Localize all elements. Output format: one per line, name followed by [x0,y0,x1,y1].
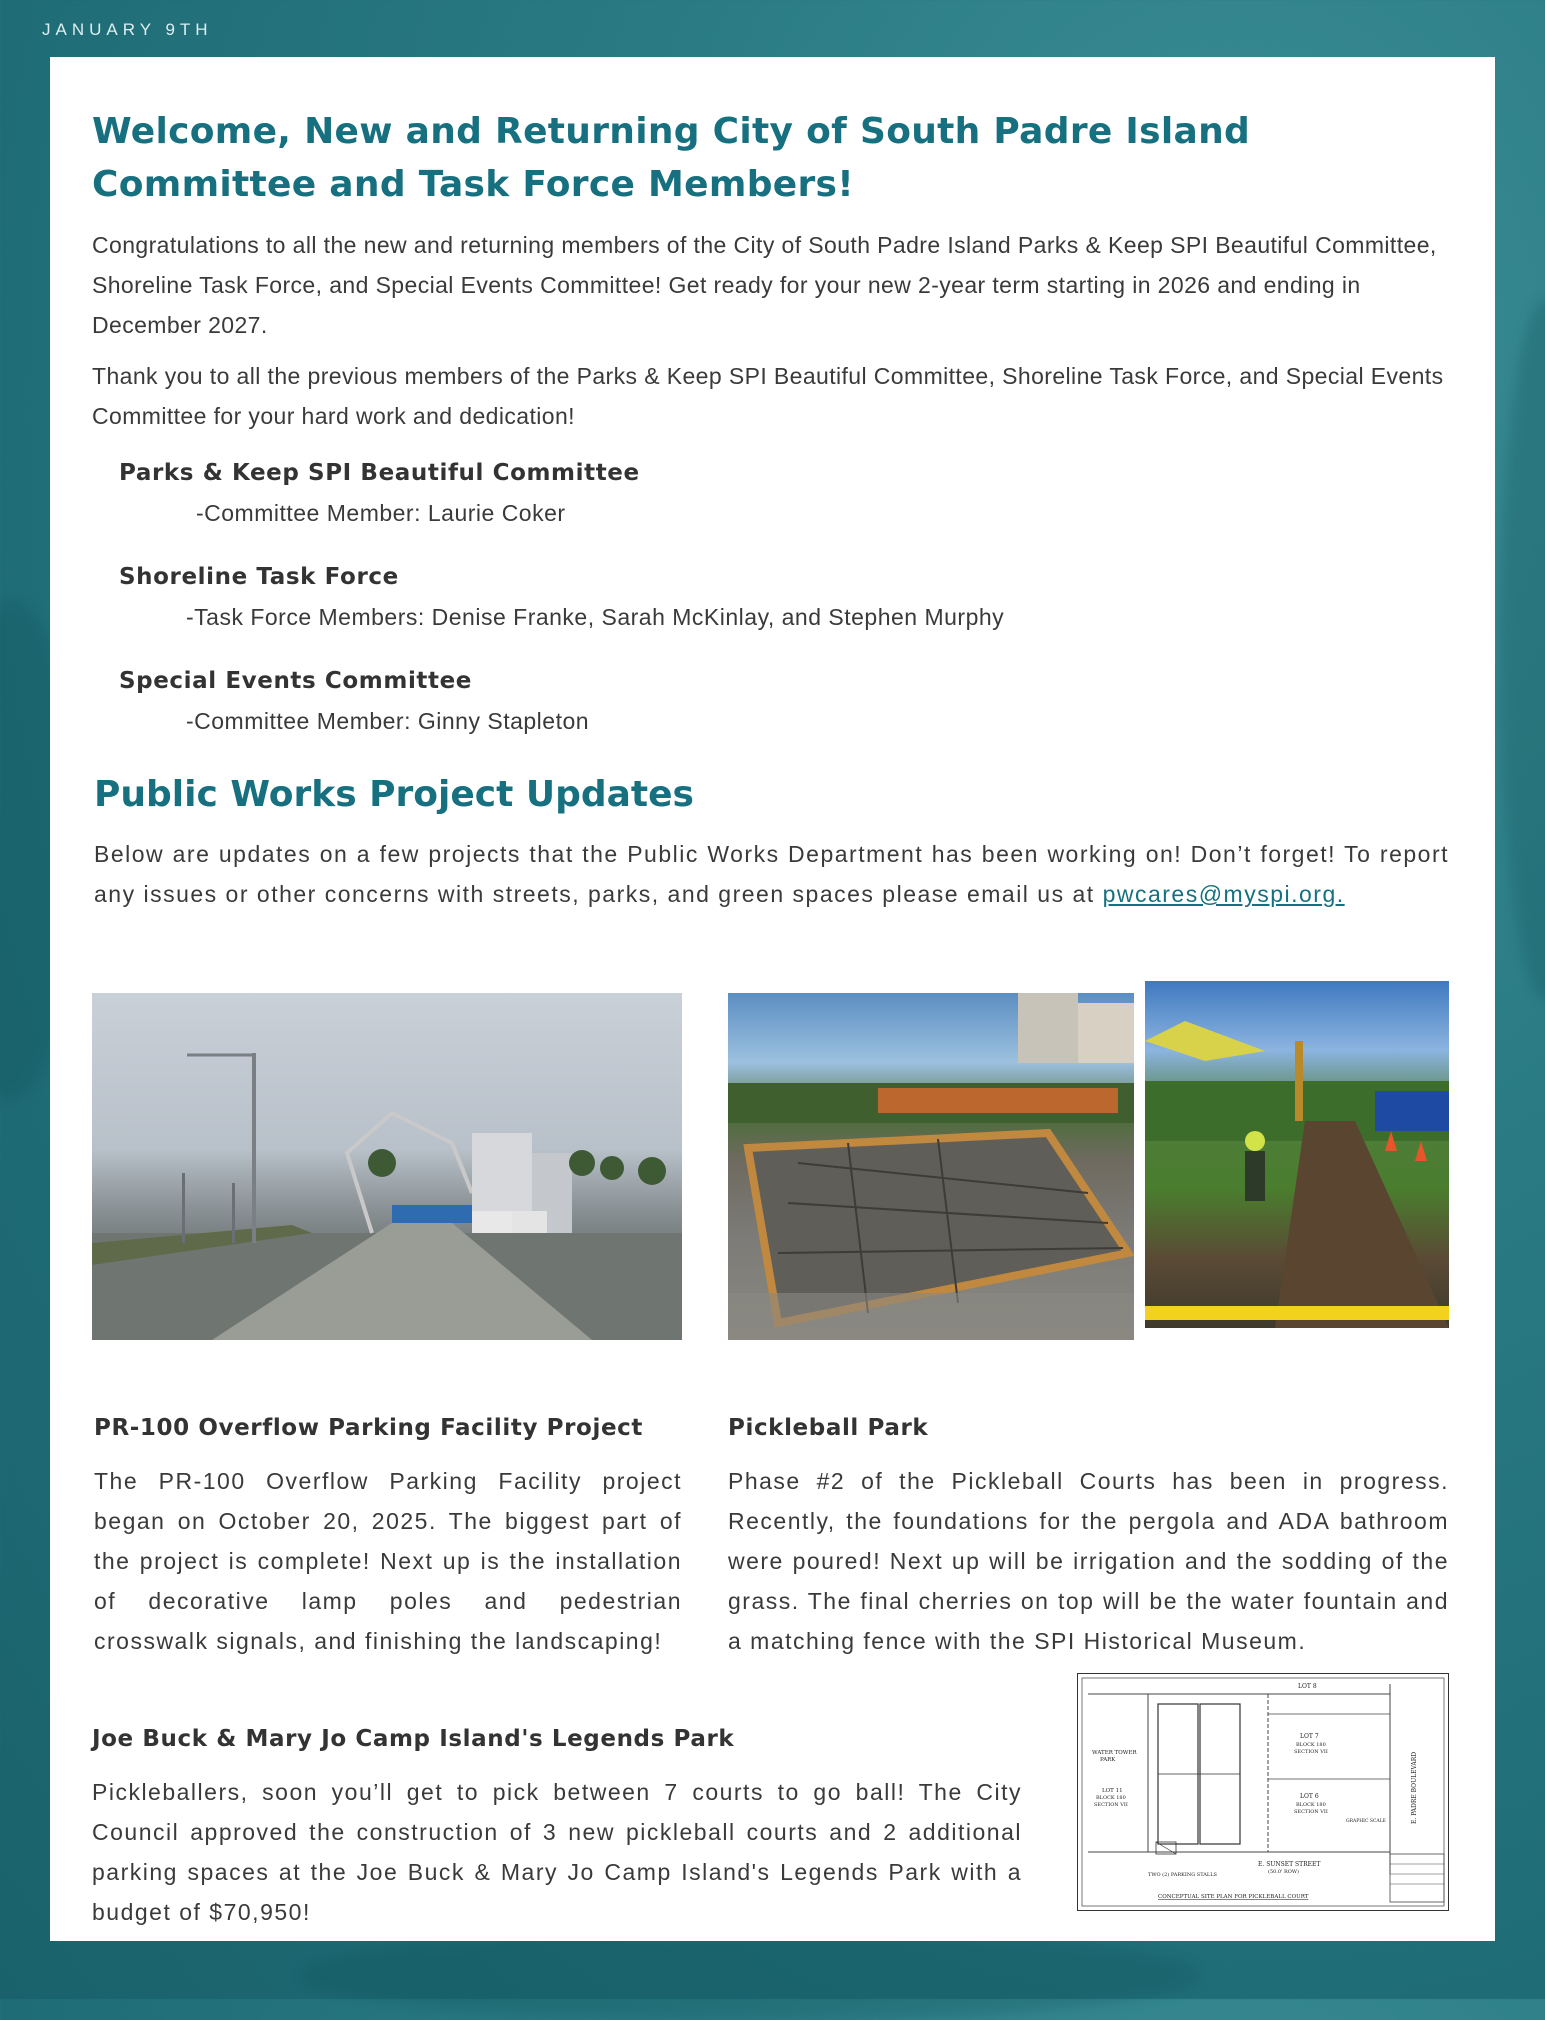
legends-park-text: Pickleballers, soon you’ll get to pick between 7 courts to go ball! The City Council approved the construction of 3 new pickleball courts and 2 additional parking spaces at the Joe Buck & Mary Jo Camp Island's Legends Park with a budget of $70,950! [92,1779,1022,1925]
group-members-special-events: -Committee Member: Ginny Stapleton [186,708,590,734]
pr100-photo-graphic [92,993,682,1340]
email-link[interactable]: pwcares@myspi.org. [1102,881,1345,907]
pickleball-trench-photo [1145,981,1449,1328]
pr100-text: The PR-100 Overflow Parking Facility project began on October 20, 2025. The biggest part of the project is complete! Next up is the installation of decorative lamp poles and pedestrian crosswalk signals, and finishing the landscaping! [94,1468,682,1654]
plan-lot-right-mid: LOT 7 [1300,1733,1319,1740]
group-members-shoreline: -Task Force Members: Denise Franke, Sarah McKinlay, and Stephen Murphy [186,604,1005,630]
site-plan-drawing [1077,1673,1449,1911]
plan-graphic-scale: GRAPHIC SCALE [1346,1819,1386,1824]
plan-water-tower: WATER TOWER [1092,1750,1137,1756]
plan-section-left: SECTION VII [1094,1802,1128,1808]
plan-caption: CONCEPTUAL SITE PLAN FOR PICKLEBALL COURT [1158,1894,1309,1900]
plan-parking-note: TWO (2) PARKING STALLS [1148,1872,1217,1878]
plan-street-sub: (50.0' ROW) [1268,1869,1300,1875]
palm-shadow-bottom [300,1930,1200,2020]
palm-shadow-right [1500,300,1545,1000]
pr100-construction-photo [92,993,682,1340]
pickleball-foundation-photo [728,993,1134,1340]
plan-boulevard: E. PADRE BOULEVARD [1411,1751,1418,1824]
plan-lot-left: LOT 11 [1102,1788,1123,1794]
plan-lot-right-low: LOT 6 [1300,1793,1319,1800]
plan-street: E. SUNSET STREET [1258,1861,1321,1868]
group-title-parks: Parks & Keep SPI Beautiful Committee [119,460,640,486]
plan-lot-top: LOT 8 [1298,1683,1317,1690]
plan-park: PARK [1100,1757,1116,1763]
group-members-parks: -Committee Member: Laurie Coker [196,500,566,526]
pr100-title: PR-100 Overflow Parking Facility Project [94,1415,643,1441]
welcome-paragraph-2: Thank you to all the previous members of the Parks & Keep SPI Beautiful Committee, Shoreline Task Force, and Special Events Committee for your hard work and dedication! [92,363,1444,429]
site-plan-graphic [1078,1674,1448,1910]
public-works-title: Public Works Project Updates [94,774,694,815]
newsletter-page [50,57,1495,1941]
plan-section-right-mid: SECTION VII [1294,1749,1328,1755]
pickleball-foundation-graphic [728,993,1134,1340]
pickleball-trench-graphic [1145,981,1449,1328]
welcome-title: Welcome, New and Returning City of South Padre Island Committee and Task Force Members! [92,111,1251,205]
public-works-intro [94,834,1449,914]
group-title-special-events: Special Events Committee [119,668,473,694]
pickleball-text: Phase #2 of the Pickleball Courts has been in progress. Recently, the foundations for the pergola and ADA bathroom were poured! Next up will be irrigation and the sodding of the grass. The final cherries on top will be the water fountain and a matching fence with the SPI Historical Museum. [728,1468,1449,1654]
issue-date: JANUARY 9TH [42,20,213,39]
public-works-intro-text: Below are updates on a few projects that the Public Works Department has been working on! Don’t forget! To report any issues or other concerns with streets, parks, and green spaces please email us at [94,841,1449,907]
pickleball-title: Pickleball Park [728,1415,929,1441]
plan-section-right-low: SECTION VII [1294,1809,1328,1815]
welcome-paragraph-1: Congratulations to all the new and returning members of the City of South Padre Island Parks & Keep SPI Beautiful Committee, Shoreline Task Force, and Special Events Committee! Get ready for your new 2-year term starting in 2026 and ending in December 2027. [92,232,1437,338]
plan-block-left: BLOCK 180 [1096,1795,1126,1801]
legends-park-title: Joe Buck & Mary Jo Camp Island's Legends Park [92,1726,735,1752]
plan-block-right-mid: BLOCK 180 [1296,1742,1326,1748]
group-title-shoreline: Shoreline Task Force [119,564,399,590]
plan-block-right-low: BLOCK 180 [1296,1802,1326,1808]
